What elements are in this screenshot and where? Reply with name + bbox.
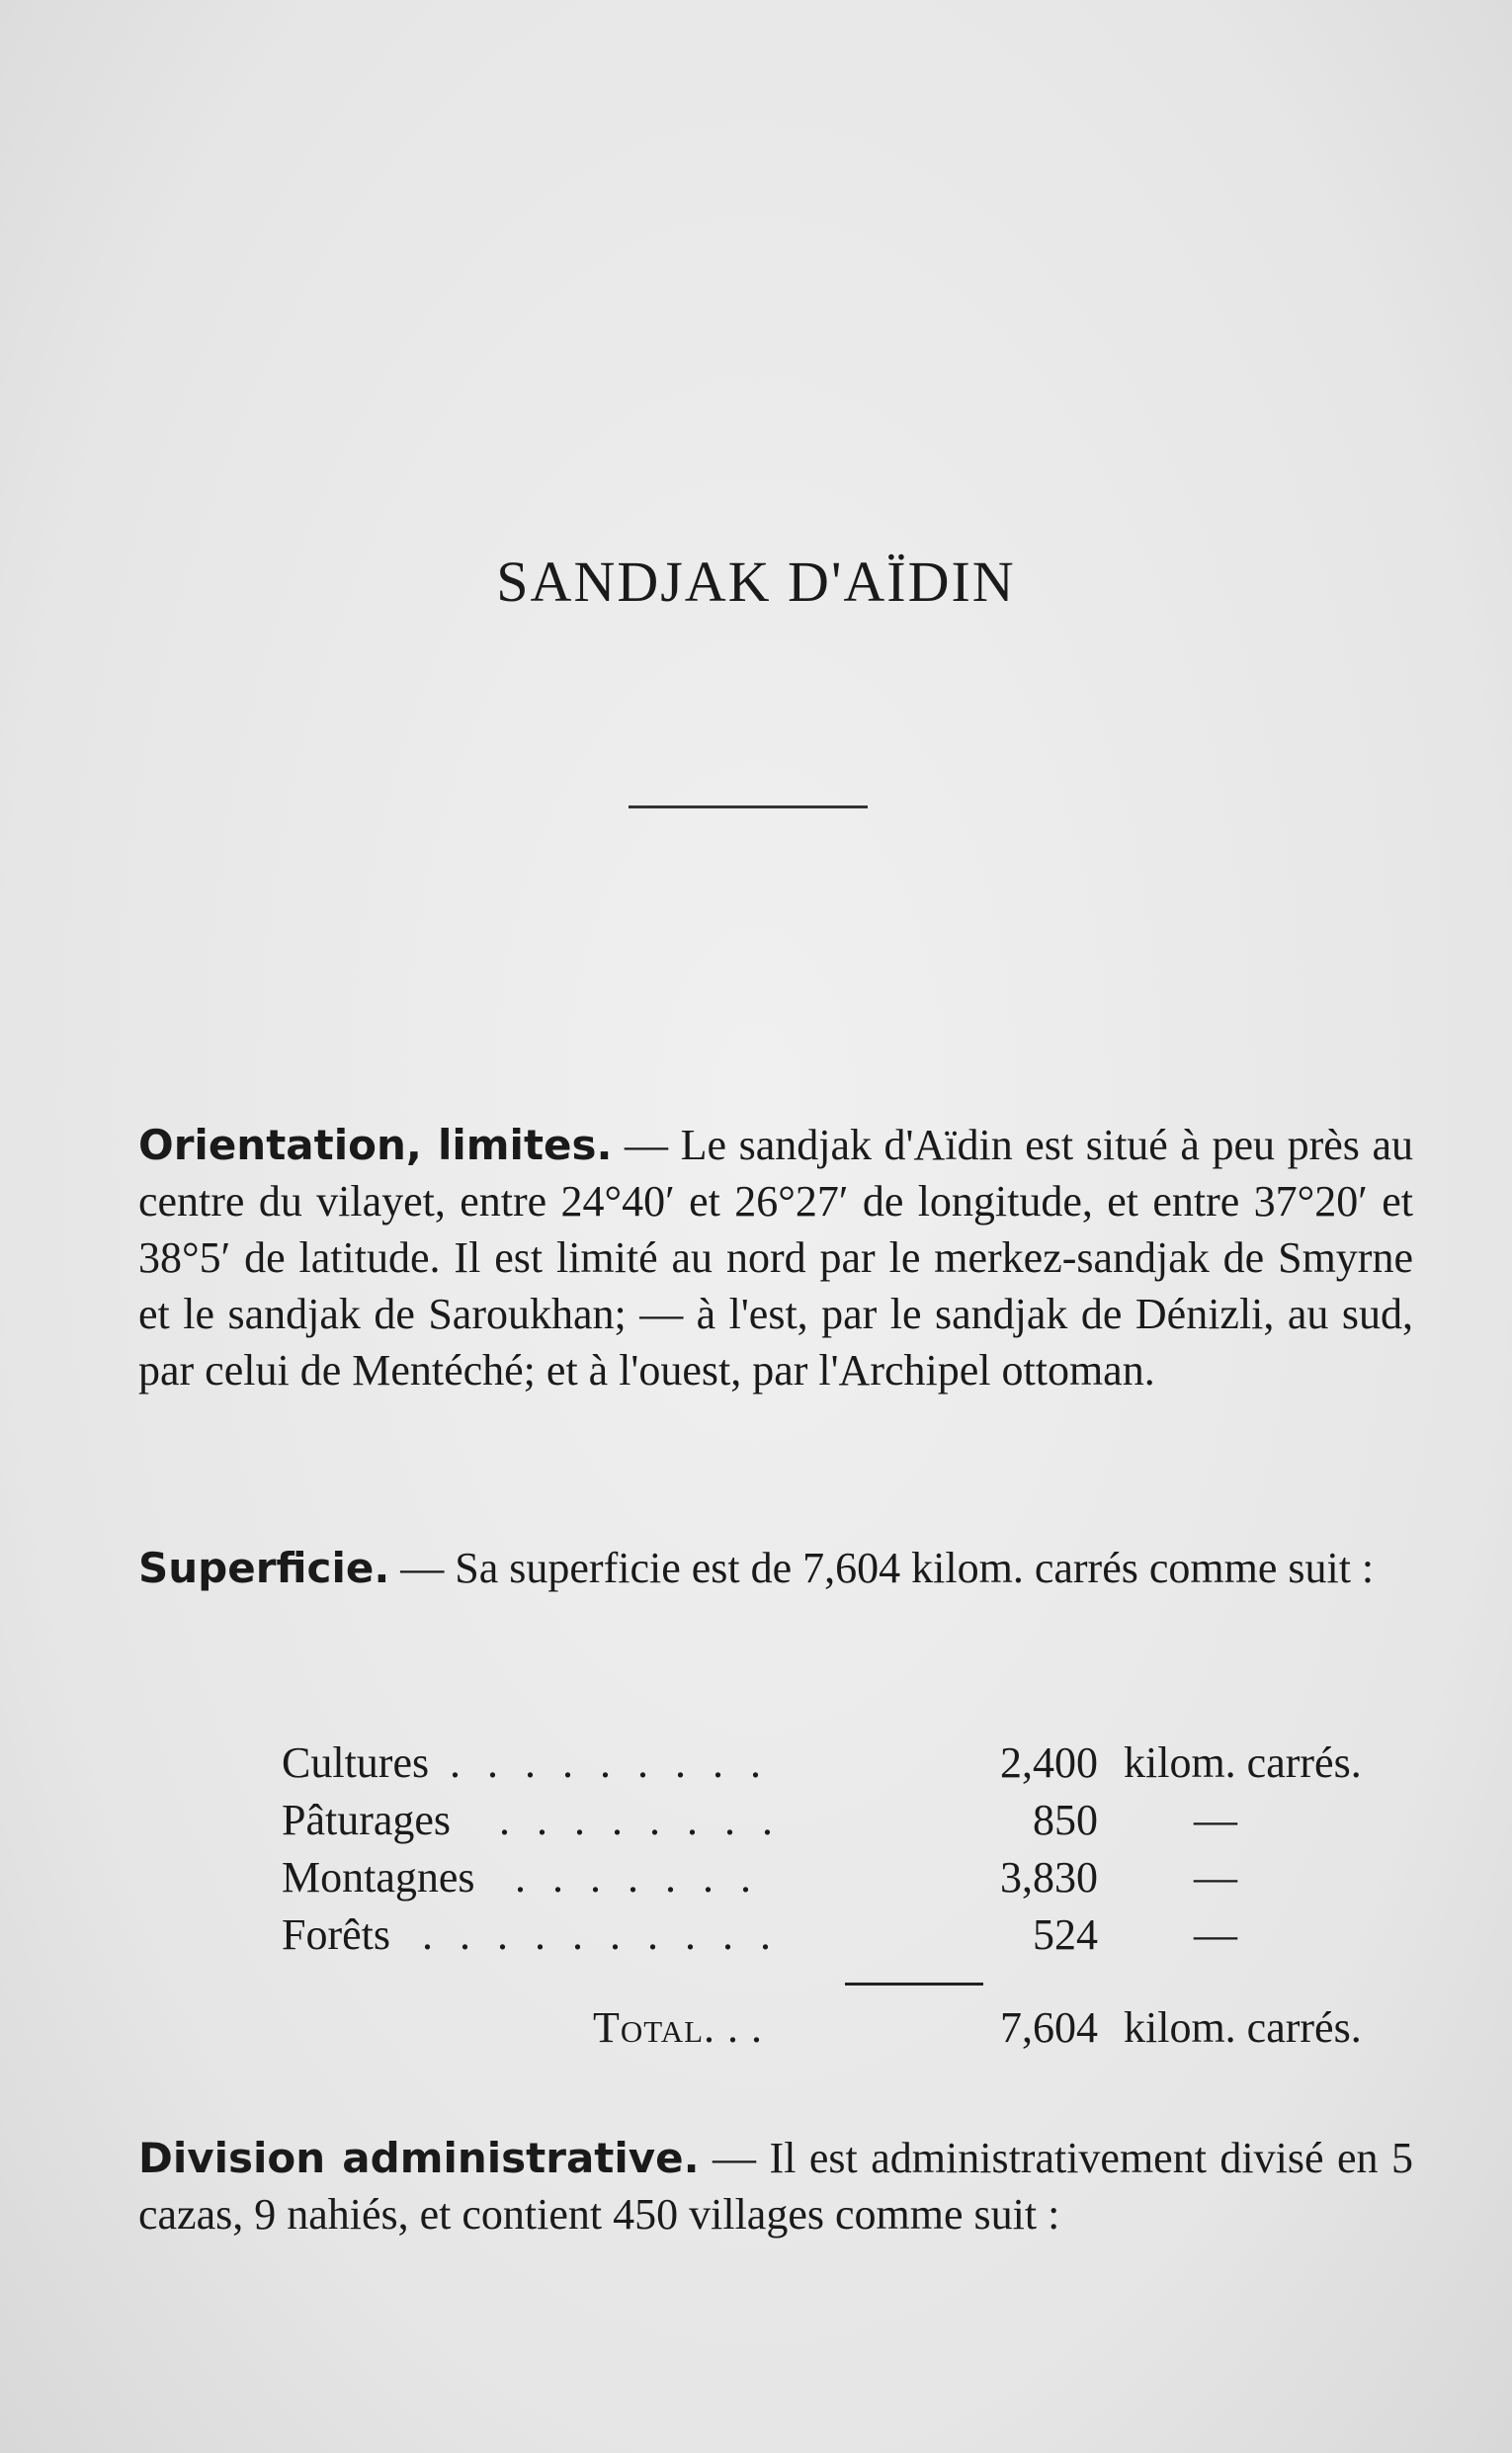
sum-divider: [845, 1983, 983, 1986]
total-value: 7,604: [1000, 2003, 1098, 2052]
row-unit: kilom. carrés.: [1124, 1738, 1362, 1787]
total-row: [282, 1998, 1362, 2058]
row-unit: —: [1194, 1796, 1237, 1844]
row-label: Forêts: [282, 1910, 390, 1959]
title-divider: [629, 805, 868, 808]
row-unit: —: [1194, 1910, 1237, 1959]
table-row: [282, 1906, 1270, 1964]
row-dots: . . . . . . . . . .: [422, 1910, 779, 1959]
row-value: 3,830: [1000, 1853, 1098, 1902]
row-value: 2,400: [1000, 1738, 1098, 1787]
row-dots: . . . . . . . .: [499, 1796, 781, 1844]
row-unit: —: [1194, 1853, 1237, 1902]
table-row: [282, 1849, 1270, 1906]
orientation-text: — Le sandjak d'Aïdin est situé à peu près au centre du vilayet, entre 24°40′ et 26°27′ de longitude, et entre 37°20′ et 38°5′ de latitude. Il est limité au nord par le merkez-sandjak de Smyrne et le sandjak de Saroukhan; — à l'est, par le sandjak de Dénizli, au sud, par celui de Mentéché; et à l'ouest, par l'Archipel ottoman.: [138, 1121, 1413, 1395]
superficie-heading: Superficie.: [138, 1544, 390, 1592]
page-title: SANDJAK D'AÏDIN: [496, 550, 1016, 614]
row-label: Montagnes: [282, 1853, 475, 1902]
division-paragraph: [138, 2130, 1413, 2242]
division-text: — Il est administrativement divisé en 5 cazas, 9 nahiés, et contient 450 villages comme suit :: [138, 2134, 1414, 2239]
superficie-table: [282, 1734, 1362, 1964]
row-label: Pâturages: [282, 1796, 452, 1844]
division-heading: Division administrative.: [138, 2134, 700, 2182]
orientation-heading: Orientation, limites.: [138, 1121, 613, 1169]
table-row: [282, 1734, 1362, 1792]
row-dots: . . . . . . .: [515, 1853, 759, 1902]
superficie-paragraph: [138, 1540, 1413, 1596]
row-value: 850: [1033, 1796, 1098, 1844]
row-dots: . . . . . . . . .: [450, 1738, 769, 1787]
row-value: 524: [1033, 1910, 1098, 1959]
row-label: Cultures: [282, 1738, 430, 1787]
orientation-paragraph: [138, 1117, 1413, 1398]
total-label: Total. . .: [593, 2003, 764, 2052]
superficie-text: — Sa superficie est de 7,604 kilom. carrés comme suit :: [389, 1544, 1375, 1592]
table-row: [282, 1792, 1270, 1849]
total-unit: kilom. carrés.: [1124, 2003, 1362, 2052]
